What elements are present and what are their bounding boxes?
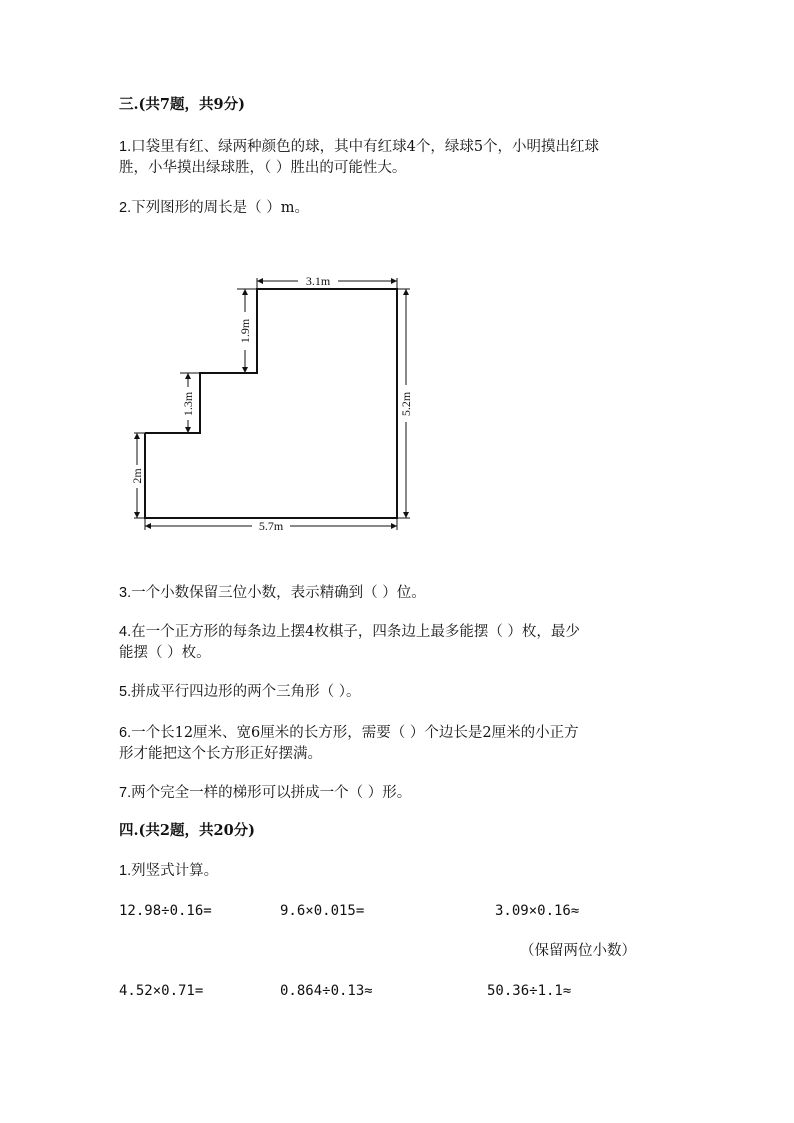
section3-heading: 三.(共7题，共9分) bbox=[119, 96, 245, 113]
rounding-note: （保留两位小数） bbox=[520, 943, 636, 959]
dimension-step2 bbox=[238, 289, 252, 373]
label-bottom: 5.7m bbox=[258, 519, 284, 533]
calc-4: 4.52×0.71= bbox=[119, 983, 204, 999]
question-3-3: 3.一个小数保留三位小数，表示精确到（ ）位。 bbox=[119, 585, 426, 601]
question-3-2: 2.下列图形的周长是（ ）m。 bbox=[119, 200, 309, 216]
label-step2: 1.9m bbox=[238, 318, 252, 344]
calc-1: 12.98÷0.16= bbox=[119, 903, 212, 919]
question-3-1-line2: 胜，小华摸出绿球胜，（ ）胜出的可能性大。 bbox=[119, 160, 407, 176]
dimension-left bbox=[130, 433, 144, 518]
question-4-1: 1.列竖式计算。 bbox=[119, 863, 219, 879]
label-right: 5.2m bbox=[399, 391, 413, 417]
question-3-4-line2: 能摆（ ）枚。 bbox=[119, 645, 211, 661]
calc-3: 3.09×0.16≈ bbox=[495, 903, 580, 919]
dimension-bottom bbox=[145, 519, 397, 533]
question-3-6-line1: 6.一个长12厘米、宽6厘米的长方形，需要（ ）个边长是2厘米的小正方 bbox=[119, 725, 579, 741]
label-step1: 1.3m bbox=[181, 391, 195, 417]
perimeter-figure bbox=[120, 270, 420, 540]
label-left: 2m bbox=[130, 468, 144, 484]
section4-heading: 四.(共2题，共20分) bbox=[119, 822, 256, 839]
question-3-7: 7.两个完全一样的梯形可以拼成一个（ ）形。 bbox=[119, 785, 412, 801]
question-3-5: 5.拼成平行四边形的两个三角形（ ）。 bbox=[119, 684, 361, 700]
calc-2: 9.6×0.015= bbox=[280, 903, 365, 919]
question-3-1-line1: 1.口袋里有红、绿两种颜色的球，其中有红球4个，绿球5个，小明摸出红球 bbox=[119, 139, 600, 155]
calc-6: 50.36÷1.1≈ bbox=[487, 983, 572, 999]
dimension-top bbox=[257, 274, 397, 288]
label-top: 3.1m bbox=[305, 274, 331, 288]
dimension-right bbox=[399, 289, 413, 518]
dimension-step1 bbox=[181, 373, 195, 433]
question-3-6-line2: 形才能把这个长方形正好摆满。 bbox=[119, 746, 322, 762]
calc-5: 0.864÷0.13≈ bbox=[280, 983, 373, 999]
question-3-4-line1: 4.在一个正方形的每条边上摆4枚棋子，四条边上最多能摆（ ）枚，最少 bbox=[119, 624, 580, 640]
